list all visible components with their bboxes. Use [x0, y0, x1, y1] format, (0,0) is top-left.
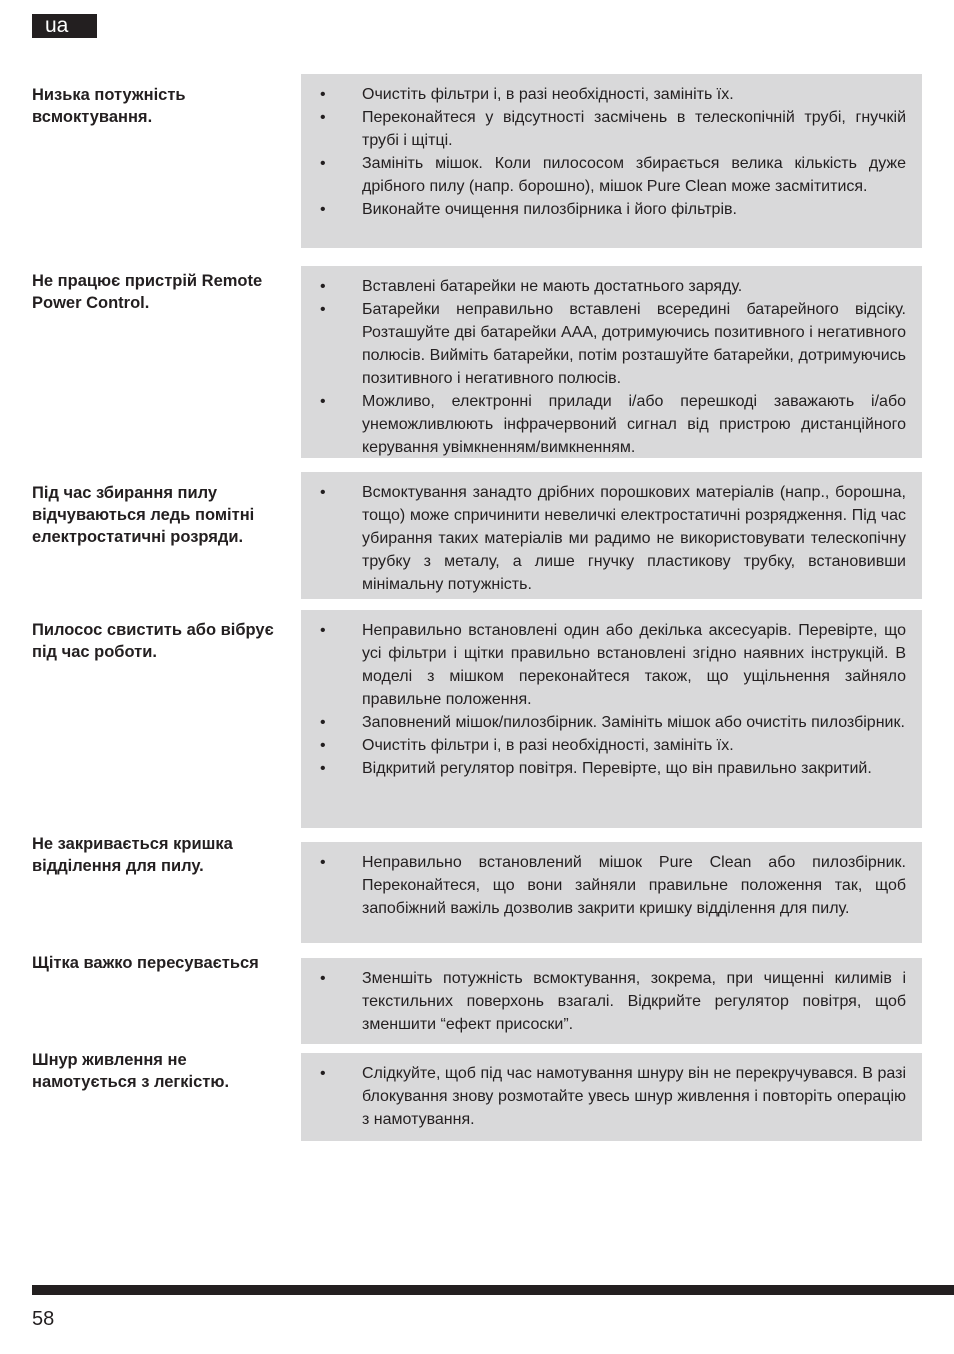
solution-box: [301, 958, 922, 1044]
problem-label: Не закривається кришка відділення для пилу.: [32, 835, 233, 875]
solution-item: [301, 734, 906, 757]
solution-box: [301, 266, 922, 458]
problem-label: Низька потужність всмоктування.: [32, 86, 186, 126]
solution-text: Переконайтеся у відсутності засмічень в телескопічній трубі, гнучкій трубі і щітці.: [362, 109, 906, 149]
page-number: 58: [32, 1308, 55, 1330]
bullet-icon: •: [320, 109, 326, 126]
bullet-icon: •: [320, 201, 326, 218]
bullet-icon: •: [320, 970, 326, 987]
solution-box: [301, 1053, 922, 1141]
bullet-icon: •: [320, 301, 326, 318]
bullet-icon: •: [320, 278, 326, 295]
solution-box: [301, 472, 922, 599]
language-tag: ua: [32, 14, 97, 38]
solution-item: [301, 298, 906, 390]
solution-text: Зменшіть потужність всмоктування, зокрема, при чищенні килимів і текстильних поверхонь взагалі. Відкрийте регулятор повітря, щоб зменшити “ефект присоски”.: [362, 970, 906, 1033]
solution-box: [301, 74, 922, 248]
solution-text: Очистіть фільтри і, в разі необхідності, замініть їх.: [362, 737, 734, 754]
solution-text: Батарейки неправильно вставлені всередині батарейного відсіку. Розташуйте дві батарейки AAA, дотримуючись позитивного і негативного полюсів. Вийміть батарейки, потім розташуйте батарейки, дотримуючись позитивного і негативного полюсів.: [362, 301, 906, 387]
solution-box: [301, 842, 922, 943]
solution-item: [301, 967, 906, 1036]
solution-text: Слідкуйте, щоб під час намотування шнуру він не перекручувався. В разі блокування знову розмотайте увесь шнур живлення і повторіть операцію з намотування.: [362, 1065, 906, 1128]
solution-item: [301, 275, 906, 298]
solution-item: [301, 1062, 906, 1131]
solution-item: [301, 481, 906, 596]
bullet-icon: •: [320, 760, 326, 777]
solution-item: [301, 757, 906, 780]
solution-text: Неправильно встановлений мішок Pure Clean або пилозбірник. Переконайтеся, що вони зайняли правильне положення так, щоб запобіжний важіль дозволив закрити кришку відділення для пилу.: [362, 854, 906, 917]
bullet-icon: •: [320, 622, 326, 639]
solution-text: Можливо, електронні прилади і/або перешкоді заважають і/або унеможливлюють інфрачервоний сигнал від пристрою дистанційного керування увімкненням/вимкненням.: [362, 393, 906, 456]
problem-label: Щітка важко пересувається: [32, 954, 259, 972]
solution-item: [301, 619, 906, 711]
solution-item: [301, 198, 906, 221]
solution-item: [301, 851, 906, 920]
solution-text: Замініть мішок. Коли пилососом збирається велика кількість дуже дрібного пилу (напр. борошно), мішок Pure Clean може засмітитися.: [362, 155, 906, 195]
problem-label: Шнур живлення не намотується з легкістю.: [32, 1051, 230, 1091]
footer-divider: [32, 1285, 954, 1295]
solution-text: Виконайте очищення пилозбірника і його фільтрів.: [362, 201, 737, 218]
solution-text: Заповнений мішок/пилозбірник. Замініть мішок або очистіть пилозбірник.: [362, 714, 905, 731]
solution-item: [301, 106, 906, 152]
bullet-icon: •: [320, 714, 326, 731]
solution-text: Неправильно встановлені один або декілька аксесуарів. Перевірте, що усі фільтри і щітки правильно встановлені згідно наявних інструкцій. В моделі з мішком переконайтеся також, що ущільнення зайняло правильне положення.: [362, 622, 906, 708]
bullet-icon: •: [320, 86, 326, 103]
solution-item: [301, 152, 906, 198]
problem-label: Під час збирання пилу відчуваються ледь помітні електростатичні розряди.: [32, 484, 255, 546]
problem-label: Пилосос свистить або вібрує під час роботи.: [32, 621, 274, 661]
solution-text: Всмоктування занадто дрібних порошкових матеріалів (напр., борошна, тощо) може спричинити невеличкі електростатичні розрядження. Під час убирання таких матеріалів ми радимо не використовувати телескопічну трубку з металу, а лише гнучку пластикову трубку, встановивши мінімальну потужність.: [362, 484, 906, 593]
problem-label: Не працює пристрій Remote Power Control.: [32, 272, 263, 312]
bullet-icon: •: [320, 393, 326, 410]
solution-box: [301, 610, 922, 828]
solution-text: Очистіть фільтри і, в разі необхідності, замініть їх.: [362, 86, 734, 103]
bullet-icon: •: [320, 1065, 326, 1082]
solution-item: [301, 83, 906, 106]
solution-item: [301, 711, 906, 734]
bullet-icon: •: [320, 737, 326, 754]
bullet-icon: •: [320, 484, 326, 501]
solution-item: [301, 390, 906, 459]
bullet-icon: •: [320, 854, 326, 871]
solution-text: Вставлені батарейки не мають достатнього заряду.: [362, 278, 743, 295]
solution-text: Відкритий регулятор повітря. Перевірте, що він правильно закритий.: [362, 760, 872, 777]
bullet-icon: •: [320, 155, 326, 172]
